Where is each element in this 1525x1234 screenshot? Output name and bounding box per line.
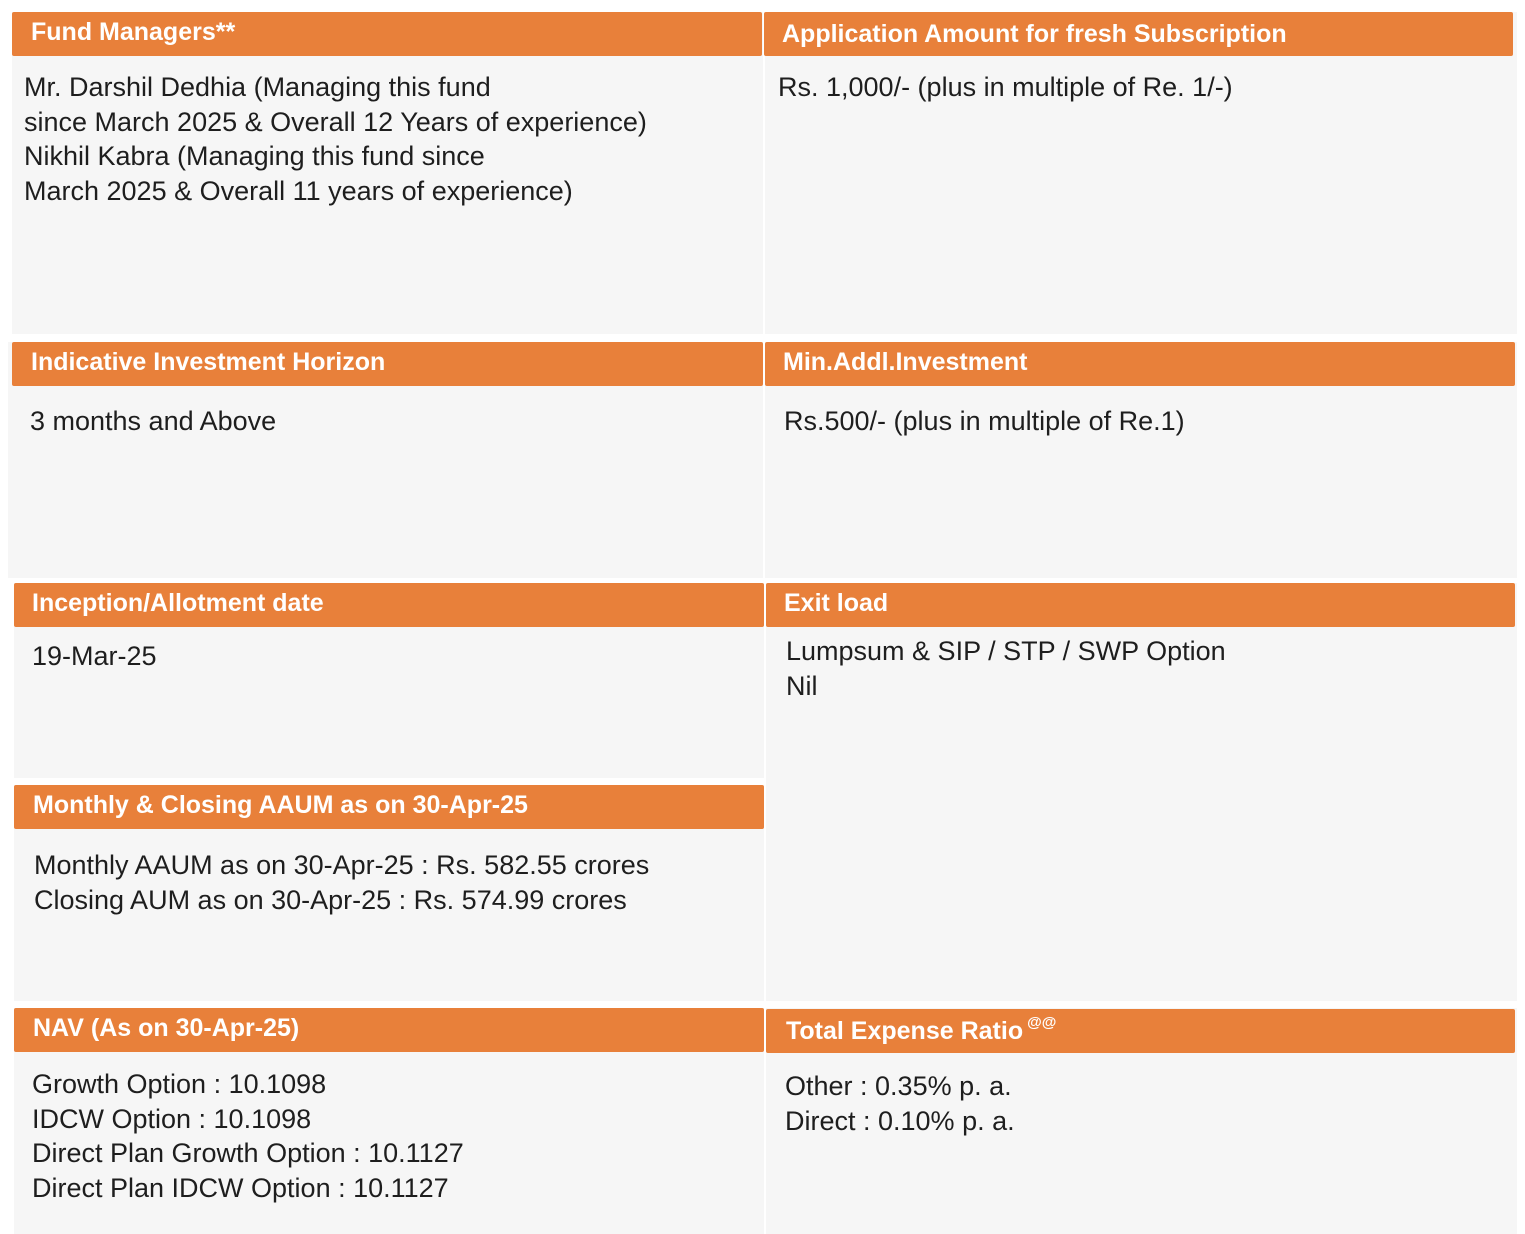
inception-date-line: 19-Mar-25 bbox=[32, 641, 157, 671]
exit-load-header bbox=[766, 583, 1515, 627]
nav-header bbox=[14, 1008, 764, 1052]
fund-managers-title: Fund Managers** bbox=[31, 18, 236, 46]
aaum-header bbox=[14, 785, 764, 829]
application-amount-line: Rs. 1,000/- (plus in multiple of Re. 1/-) bbox=[778, 72, 1233, 102]
inception-date-title: Inception/Allotment date bbox=[32, 589, 324, 617]
fund-managers-header bbox=[12, 12, 762, 56]
expense-ratio-footnote-mark: @@ bbox=[1027, 1014, 1057, 1031]
nav-title: NAV (As on 30-Apr-25) bbox=[33, 1014, 300, 1042]
aaum-body bbox=[34, 848, 649, 917]
min-addl-investment-line: Rs.500/- (plus in multiple of Re.1) bbox=[784, 406, 1185, 436]
nav-body bbox=[32, 1067, 464, 1205]
nav-line: Direct Plan Growth Option : 10.1127 bbox=[32, 1138, 464, 1168]
inception-date-body bbox=[32, 639, 157, 674]
investment-horizon-title: Indicative Investment Horizon bbox=[31, 348, 386, 376]
expense-ratio-title: Total Expense Ratio bbox=[786, 1017, 1024, 1045]
min-addl-investment-title: Min.Addl.Investment bbox=[783, 348, 1028, 376]
fund-managers-line: Mr. Darshil Dedhia (Managing this fund bbox=[24, 72, 491, 102]
investment-horizon-line: 3 months and Above bbox=[30, 406, 277, 436]
expense-ratio-line: Other : 0.35% p. a. bbox=[785, 1071, 1012, 1101]
exit-load-title: Exit load bbox=[784, 589, 889, 617]
exit-load-body bbox=[786, 634, 1226, 703]
aaum-line: Closing AUM as on 30-Apr-25 : Rs. 574.99 crores bbox=[34, 884, 627, 915]
application-amount-panel bbox=[765, 12, 1517, 334]
application-amount-title: Application Amount for fresh Subscription bbox=[782, 20, 1287, 48]
min-addl-investment-body bbox=[784, 404, 1185, 439]
nav-line: Direct Plan IDCW Option : 10.1127 bbox=[32, 1172, 449, 1203]
inception-date-header bbox=[14, 583, 764, 627]
nav-line: IDCW Option : 10.1098 bbox=[32, 1103, 312, 1134]
fund-managers-line: Nikhil Kabra (Managing this fund since bbox=[24, 141, 485, 171]
exit-load-line: Lumpsum & SIP / STP / SWP Option bbox=[786, 636, 1226, 666]
investment-horizon-header bbox=[12, 342, 763, 386]
min-addl-investment-header bbox=[765, 342, 1515, 386]
nav-line: Growth Option : 10.1098 bbox=[32, 1069, 327, 1099]
investment-horizon-body bbox=[30, 404, 276, 439]
expense-ratio-body bbox=[785, 1069, 1015, 1138]
application-amount-header bbox=[764, 12, 1513, 56]
aaum-title: Monthly & Closing AAUM as on 30-Apr-25 bbox=[33, 791, 528, 819]
application-amount-body bbox=[778, 70, 1233, 105]
fund-managers-line: since March 2025 & Overall 12 Years of experience) bbox=[24, 106, 647, 137]
expense-ratio-line: Direct : 0.10% p. a. bbox=[785, 1105, 1015, 1136]
expense-ratio-header bbox=[766, 1009, 1515, 1053]
aaum-line: Monthly AAUM as on 30-Apr-25 : Rs. 582.55 crores bbox=[34, 850, 650, 880]
fund-managers-line: March 2025 & Overall 11 years of experience) bbox=[24, 175, 573, 206]
exit-load-line: Nil bbox=[786, 670, 818, 701]
fund-managers-body bbox=[24, 70, 647, 208]
